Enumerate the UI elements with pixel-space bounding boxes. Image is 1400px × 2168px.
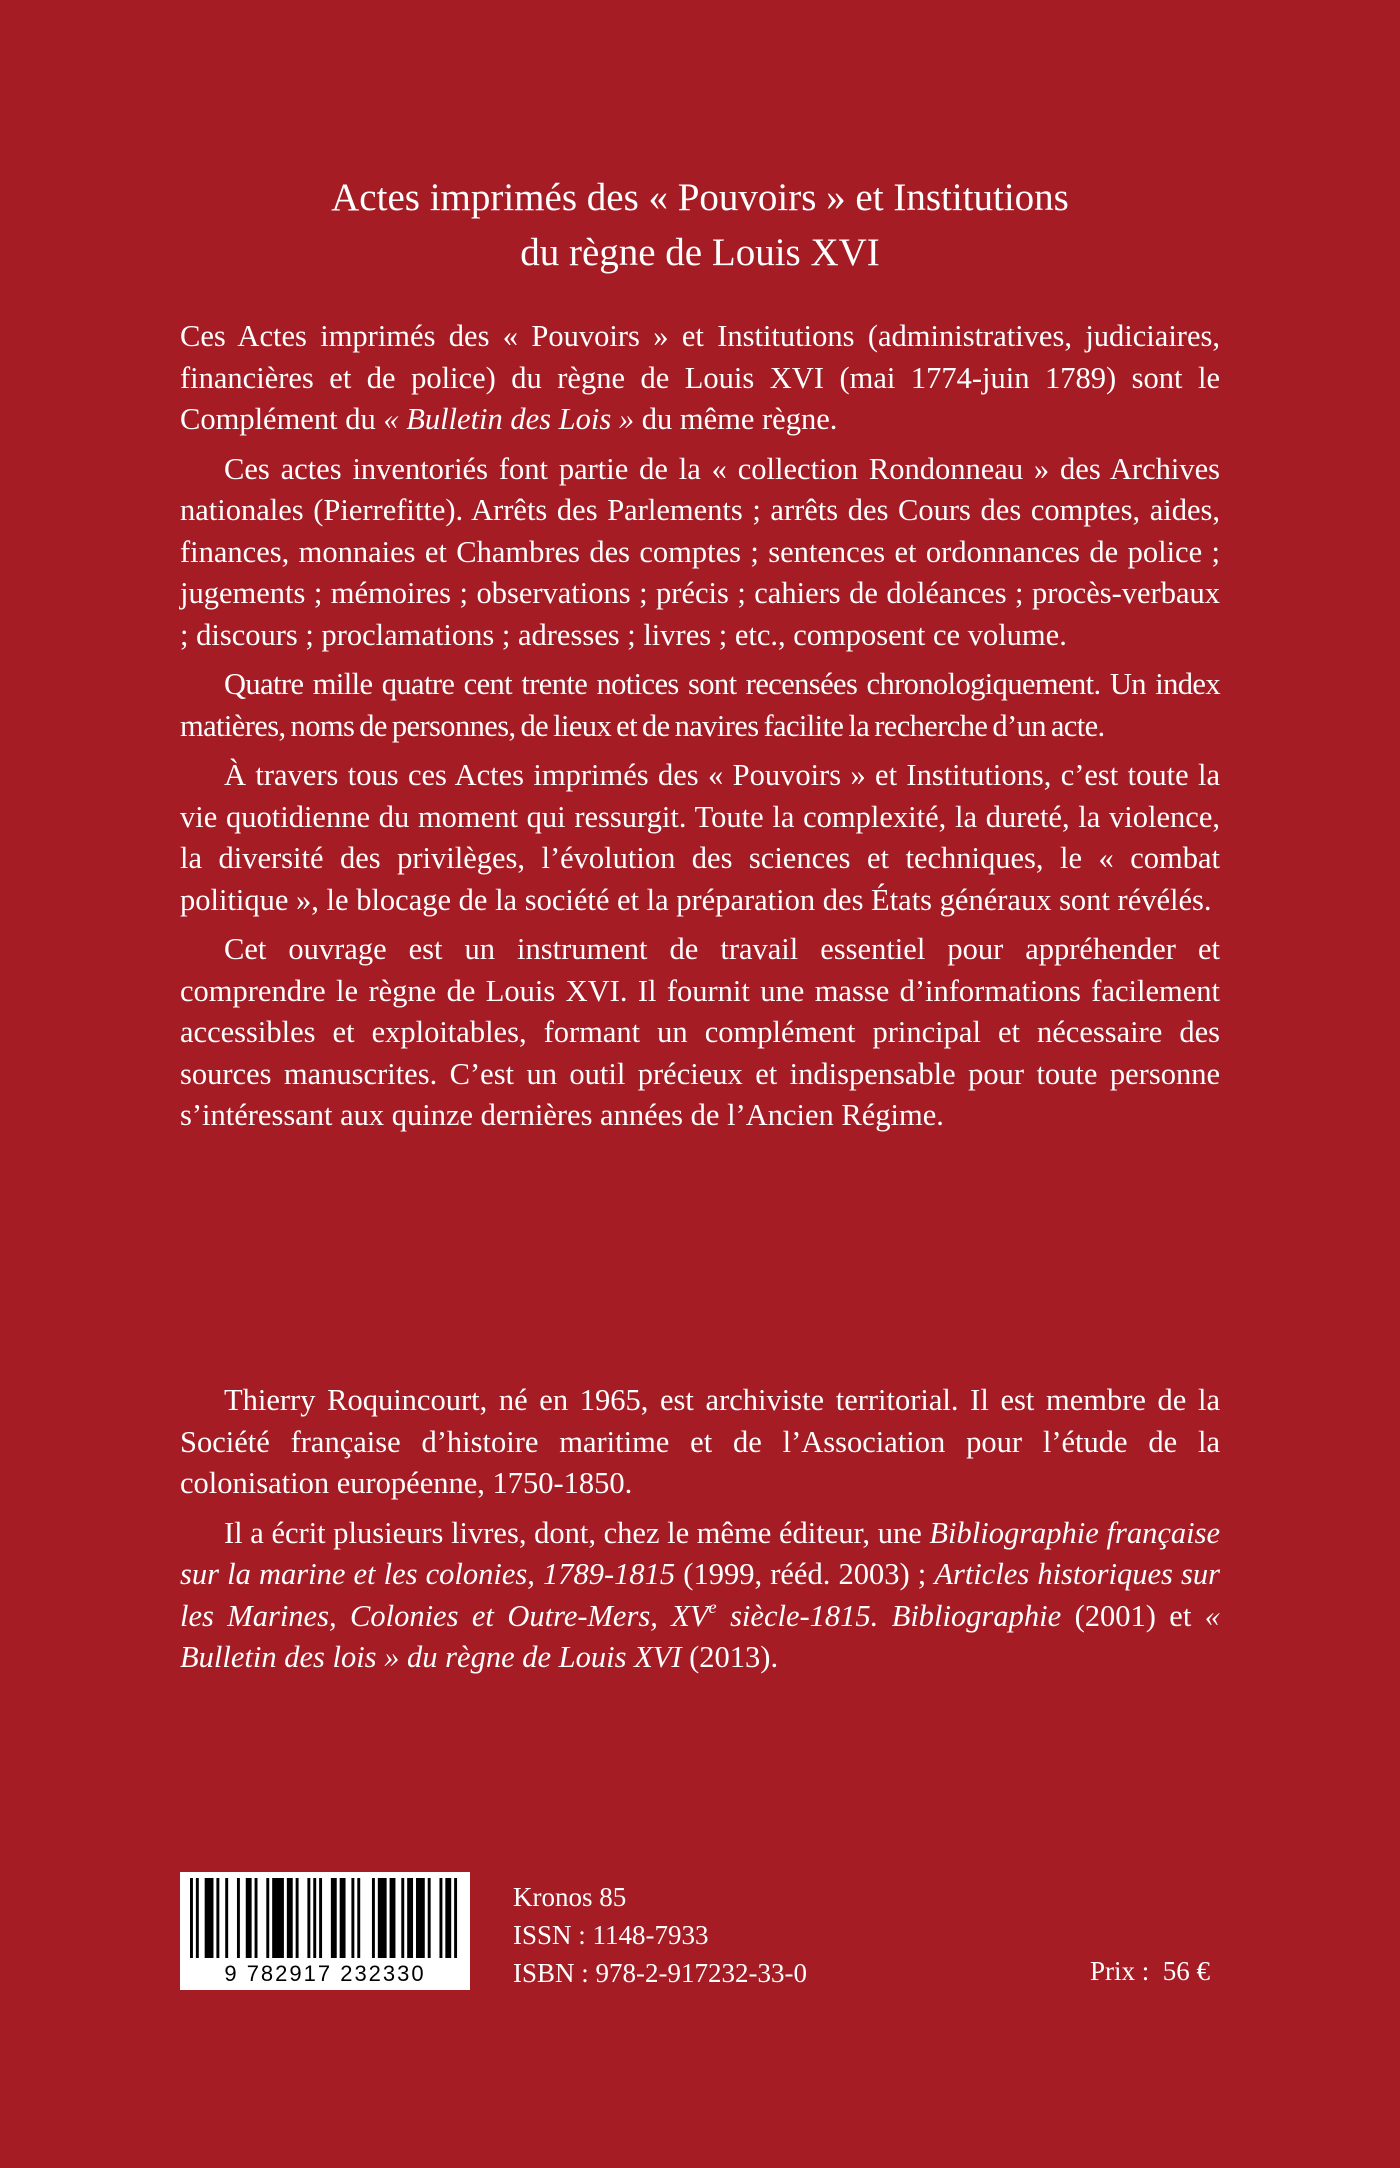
barcode-bar: [313, 1878, 316, 1958]
barcode-bar: [255, 1878, 258, 1958]
barcode-bar: [351, 1878, 354, 1958]
price-label: Prix :: [1090, 1956, 1150, 1986]
barcode-bar: [439, 1878, 442, 1958]
superscript: e: [708, 1596, 717, 1617]
text-span: (2001) et: [1061, 1598, 1205, 1633]
barcode-bar: [340, 1878, 346, 1958]
isbn-barcode: [180, 1872, 470, 1990]
text-span: (2013).: [681, 1640, 779, 1674]
description-paragraph: À travers tous ces Actes imprimés des « Pouvoirs » et Institutions, c’est toute la vie quotidienne du moment qui ressurgit. Toute la complexité, la dureté, la violence, la diversité des privilèges, l’évolution des sciences et techniques, le « combat politique », le blocage de la société et la préparation des États généraux sont révélés.: [180, 758, 1220, 917]
barcode-bar: [445, 1878, 451, 1958]
book-title: [0, 170, 1400, 280]
author-paragraph: Thierry Roquincourt, né en 1965, est archiviste territorial. Il est membre de la Société française d’histoire maritime et de l’Association pour l’étude de la colonisation européenne, 1750-1850.: [180, 1383, 1220, 1500]
barcode-bars: [186, 1878, 464, 1958]
author-paragraph: [180, 1513, 1220, 1679]
barcode-bar: [246, 1878, 252, 1958]
barcode-bar: [390, 1878, 396, 1958]
barcode-bar: [357, 1878, 360, 1958]
barcode-bar: [372, 1878, 375, 1958]
barcode-bar: [331, 1878, 337, 1958]
issn: ISSN : 1148-7933: [513, 1920, 709, 1950]
barcode-bar: [266, 1878, 269, 1958]
price-value: 56 €: [1162, 1956, 1211, 1986]
italic-title: Articles historiques sur les Marines, Colonies et Outre-Mers, XV: [180, 1557, 1220, 1633]
text-span: du même règne.: [634, 402, 838, 436]
text-span: (1999, rééd. 2003) ;: [675, 1557, 935, 1591]
barcode-bar: [237, 1878, 240, 1958]
description-paragraph: [180, 316, 1220, 441]
italic-title: « Bulletin des lois » du règne de Louis XVI: [180, 1598, 1220, 1674]
author-bio: [180, 1380, 1220, 1687]
barcode-bar: [190, 1878, 193, 1958]
italic-title: siècle-1815. Bibliographie: [716, 1598, 1062, 1633]
barcode-bar: [225, 1878, 228, 1958]
barcode-bar: [319, 1878, 322, 1958]
text-span: Ces Actes imprimés des « Pouvoirs » et Institutions (administratives, judiciaires, financières et de police) du règne de Louis XVI (mai 1774-juin 1789) sont le Complément du: [180, 319, 1220, 436]
title-line-2: du règne de Louis XVI: [520, 231, 880, 274]
italic-title: Bibliographie française sur la marine et les colonies, 1789-1815: [180, 1515, 1220, 1591]
publication-info: [513, 1878, 807, 1992]
barcode-bar: [454, 1878, 457, 1958]
isbn: ISBN : 978-2-917232-33-0: [513, 1958, 807, 1988]
barcode-bar: [296, 1878, 299, 1958]
description-paragraph: Ces actes inventoriés font partie de la « collection Rondonneau » des Archives nationales (Pierrefitte). Arrêts des Parlements ; arrêts des Cours des comptes, aides, finances, monnaies et Chambres des comptes ; sentences et ordonnances de police ; jugements ; mémoires ; observations ; précis ; cahiers de doléances ; procès-verbaux ; discours ; proclamations ; adresses ; livres ; etc., composent ce volume.: [180, 451, 1220, 652]
barcode-bar: [205, 1878, 214, 1958]
barcode-bar: [416, 1878, 425, 1958]
text-span: Il a écrit plusieurs livres, dont, chez le même éditeur, une: [224, 1515, 930, 1550]
barcode-bar: [272, 1878, 284, 1958]
description-paragraph: Quatre mille quatre cent trente notices sont recensées chronologiquement. Un index matières, noms de personnes, de lieux et de navires facilite la recherche d’un acte.: [180, 667, 1220, 743]
italic-title: « Bulletin des Lois »: [383, 402, 635, 436]
title-line-1: Actes imprimés des « Pouvoirs » et Institutions: [331, 176, 1069, 219]
book-description: [180, 316, 1220, 1145]
barcode-bar: [407, 1878, 413, 1958]
barcode-digits: 9 782917 232330: [180, 1960, 470, 1988]
barcode-bar: [428, 1878, 431, 1958]
series-number: Kronos 85: [513, 1882, 627, 1912]
barcode-bar: [196, 1878, 199, 1958]
barcode-bar: [216, 1878, 219, 1958]
barcode-bar: [287, 1878, 293, 1958]
barcode-bar: [401, 1878, 404, 1958]
barcode-bar: [378, 1878, 387, 1958]
description-paragraph: Cet ouvrage est un instrument de travail essentiel pour appréhender et comprendre le règne de Louis XVI. Il fournit une masse d’informations facilement accessibles et exploitables, formant un complément principal et nécessaire des sources manuscrites. C’est un outil précieux et indispensable pour toute personne s’intéressant aux quinze dernières années de l’Ancien Régime.: [180, 932, 1220, 1132]
barcode-bar: [307, 1878, 310, 1958]
price: [1090, 1952, 1210, 1990]
